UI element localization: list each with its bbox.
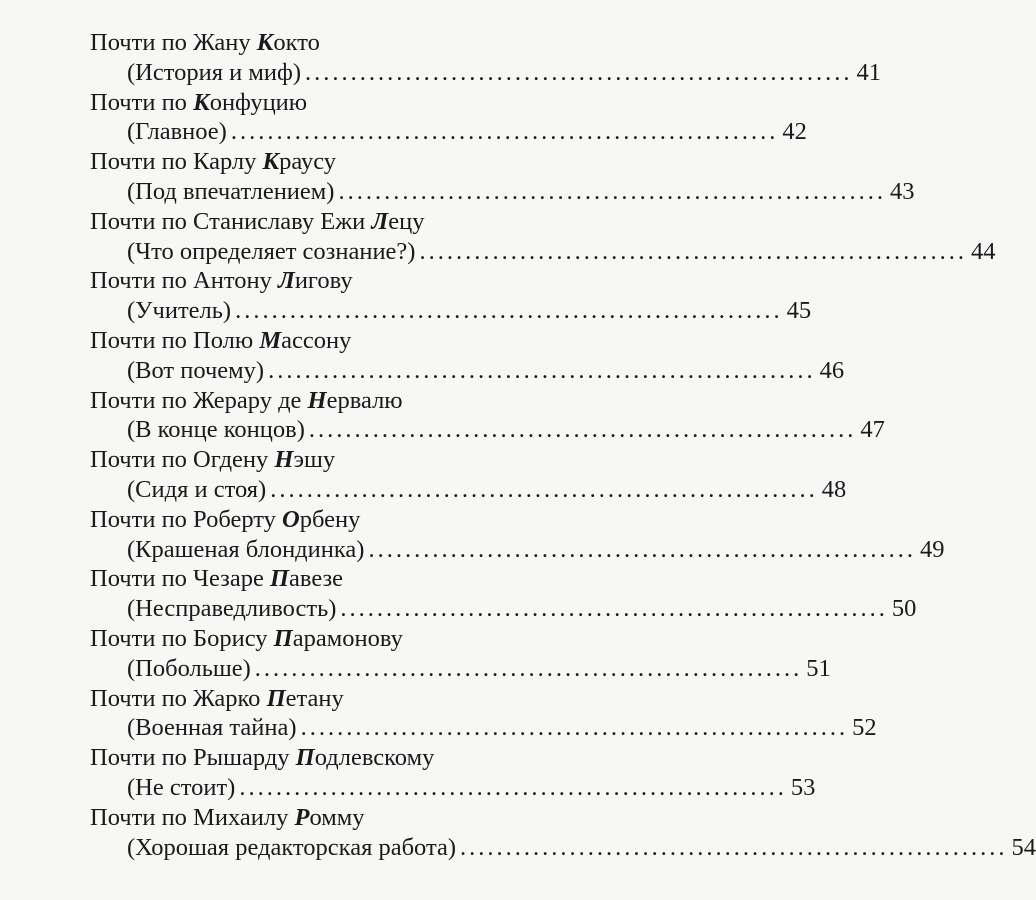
dot-leader: ............................................................ [305,58,853,86]
entry-subline [127,475,847,505]
entry-prefix: Почти по Михаилу [90,803,295,831]
entry-subline [127,117,807,147]
entry-initial: П [266,684,286,712]
entry-page-number: 50 [891,595,917,623]
entry-heading [0,207,625,237]
entry-initial: Л [278,267,295,295]
entry-prefix: Почти по Рышарду [90,744,296,772]
entry-heading [0,28,625,58]
entry-rest: раусу [279,148,337,176]
entry-heading [0,564,625,594]
entry-page-number: 44 [970,237,996,265]
entry-heading [0,505,625,535]
entry-prefix: Почти по Чезаре [90,565,270,593]
dot-leader: ............................................................ [230,118,779,146]
entry-heading [0,266,625,296]
entry-page-number: 54 [1011,833,1036,861]
entry-rest: арамонову [292,624,403,652]
dot-leader: ............................................................ [460,833,1008,861]
entry-page-number: 41 [856,58,882,86]
entry-prefix: Почти по Роберту [90,505,283,533]
entry-page-number: 42 [782,118,807,146]
entry-subline [127,773,816,803]
entry-rest: одлевскому [314,744,435,772]
entry-subline [127,713,877,743]
entry-page-number: 51 [806,654,831,682]
entry-subline [127,356,845,386]
entry-subtitle: (Крашеная блондинка) [127,535,365,563]
entry-subline [127,594,917,624]
dot-leader: ............................................................ [308,416,857,444]
entry-rest: ассону [281,326,352,354]
entry-initial: М [259,326,282,354]
entry-subtitle: (Вот почему) [127,356,265,384]
entry-subtitle: (Под впечатлением) [127,177,335,205]
entry-initial: К [193,88,210,116]
entry-subtitle: (Учитель) [127,297,232,325]
entry-heading [0,147,625,177]
entry-prefix: Почти по Борису [90,624,274,652]
toc-entry [0,505,945,565]
entry-initial: О [282,505,300,533]
entry-rest: эшу [293,446,336,474]
entry-prefix: Почти по Карлу [90,148,263,176]
entry-prefix: Почти по Станиславу Ежи [90,207,372,235]
entry-subtitle: (Главное) [127,118,227,146]
entry-page-number: 48 [821,475,847,503]
entry-prefix: Почти по Антону [90,267,278,295]
entry-page-number: 47 [860,416,885,444]
entry-rest: ецу [388,207,425,235]
entry-initial: Р [294,803,310,831]
toc-entry [0,445,847,505]
entry-initial: К [256,29,274,56]
entry-heading [0,326,625,356]
entry-initial: Н [307,386,327,414]
entry-heading [0,803,625,833]
entry-heading [0,684,625,714]
entry-subline [127,833,1036,863]
entry-prefix: Почти по [90,88,194,116]
entry-subline [127,415,885,445]
entry-subline [127,177,915,207]
entry-rest: окто [273,29,320,56]
entry-initial: Л [371,207,389,235]
entry-subtitle: (Несправедливость) [127,595,337,623]
entry-rest: ервалю [326,386,403,414]
dot-leader: ............................................................ [340,595,888,623]
entry-rest: рбену [299,505,361,533]
entry-initial: П [273,624,293,652]
entry-subtitle: (Не стоит) [127,773,236,801]
entry-initial: Н [274,446,294,474]
dot-leader: ............................................................ [239,773,787,801]
dot-leader: ............................................................ [270,475,818,503]
dot-leader: ............................................................ [419,237,967,265]
dot-leader: ............................................................ [268,356,816,384]
entry-prefix: Почти по Жарко [90,684,267,712]
toc-entry [0,624,831,684]
entry-prefix: Почти по Жерару де [90,386,308,414]
entry-page-number: 49 [919,535,945,563]
entry-heading [0,88,625,118]
entry-rest: омму [309,803,365,831]
entry-prefix: Почти по Жану [90,29,257,56]
dot-leader: ............................................................ [254,654,803,682]
dot-leader: ............................................................ [235,297,783,325]
entry-initial: П [295,744,315,772]
entry-subtitle: (Сидя и стоя) [127,475,267,503]
toc-entry [0,266,812,326]
dot-leader: ............................................................ [368,535,916,563]
entry-subline [127,535,945,565]
entry-subline [127,237,996,267]
toc-entry [0,743,816,803]
entry-subtitle: (В конце концов) [127,416,305,444]
entry-subtitle: (Побольше) [127,654,251,682]
entry-rest: онфуцию [209,88,308,116]
toc-entry [0,564,917,624]
entry-subtitle: (История и миф) [127,58,302,86]
entry-initial: П [269,565,290,593]
table-of-contents [0,28,1036,862]
toc-entry [0,386,885,446]
entry-initial: К [262,148,280,176]
entry-subline [127,58,882,88]
entry-page-number: 53 [790,773,816,801]
toc-entry [0,326,845,386]
entry-page-number: 52 [852,714,877,742]
toc-entry [0,803,1036,863]
entry-rest: игову [294,267,353,295]
entry-rest: етану [285,684,344,712]
entry-heading [0,624,625,654]
entry-heading [0,386,625,416]
entry-subline [127,654,831,684]
entry-page-number: 46 [819,356,845,384]
entry-rest: авезе [289,565,344,593]
toc-entry [0,88,807,148]
entry-heading [0,743,625,773]
entry-page-number: 45 [786,297,812,325]
entry-subtitle: (Хорошая редакторская работа) [127,833,457,861]
entry-prefix: Почти по Полю [90,326,260,354]
entry-subline [127,296,812,326]
entry-heading [0,445,625,475]
toc-entry [0,684,877,744]
entry-subtitle: (Военная тайна) [127,714,297,742]
toc-entry [0,147,915,207]
toc-entry [0,207,996,267]
dot-leader: ............................................................ [300,714,849,742]
entry-prefix: Почти по Огдену [90,446,275,474]
dot-leader: ............................................................ [338,177,886,205]
entry-subtitle: (Что определяет сознание?) [127,237,416,265]
toc-entry [0,28,882,88]
entry-page-number: 43 [889,177,915,205]
